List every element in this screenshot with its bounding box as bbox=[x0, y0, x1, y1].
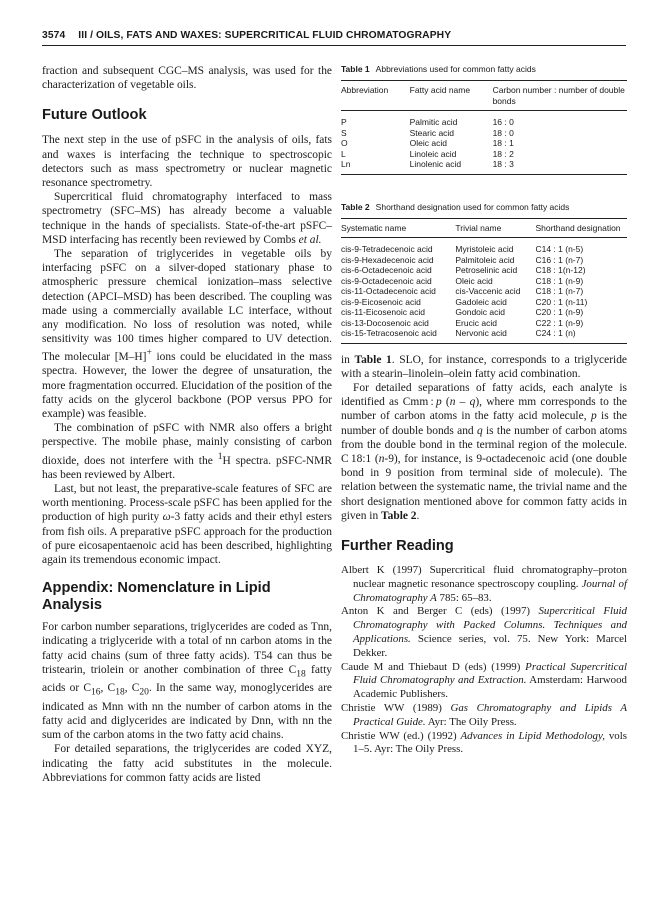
table-reference-paragraph: in Table 1. SLO, for instance, corresponds to a triglyceride with a stearin–linolein–olein fatty acid combination. bbox=[341, 353, 627, 380]
table2 bbox=[341, 218, 627, 344]
future-outlook-heading: Future Outlook bbox=[42, 107, 147, 124]
table-row: S Stearic acid 18 : 0 bbox=[341, 127, 514, 138]
future-paragraph-1: The next step in the use of pSFC in the analysis of oils, fats and waxes is interfacing the technique to spectroscopic detectors such as mass spectrometry or nuclear magnetic resonance spectrometry. bbox=[42, 134, 332, 190]
appendix-continued bbox=[341, 353, 627, 758]
shorthand-paragraph: For detailed separations of fatty acids, each analyte is identified as Cmm : p (n – q), where mm corresponds to the number of carbon atoms in the fatty acid molecule, p is the number of double bonds and q is the number of carbon atoms from the double bond in the terminal region of the molecule. C 18:1 (n-9), for instance, is 9-octadecenoic acid (one double bond in 9 position from terminal side of molecule). The relation between the systematic name, the trivial name and the short designation mentioned above for common fatty acids in given in Table 2. bbox=[341, 381, 628, 522]
table-row: cis-13-Docosenoic acid Erucic acid C22 : 1 (n-9) bbox=[341, 317, 584, 328]
appendix-heading: Appendix: Nomenclature in Lipid Analysis bbox=[42, 580, 271, 614]
table-row: cis-15-Tetracosenoic acid Nervonic acid C24 : 1 (n) bbox=[341, 328, 627, 343]
header-rule bbox=[42, 45, 626, 46]
table2-header: Shorthand designation bbox=[535, 218, 627, 238]
future-paragraph-3: The separation of triglycerides in vegetable oils by interfacing pSFC on a silver-doped stationary phase to atmospheric pressure chemical ionization–mass selective detection (APCI–MSD) has been described. The coupling was made using a commercially available LC interface, without any modification. No loss of resolution was noted, while sensitivity was 100 times higher compared to UV detection. The molecular [M–H]+ ions could be elucidated in the mass spectra. However, the lower the degree of unsaturation, the more fragmentation occurred. Elucidation of the position of the fatty acids on the glycerol backbone (POP versus PPO for example) was feasible. bbox=[42, 248, 333, 421]
table1-header: Carbon number : number of double bonds bbox=[493, 81, 627, 111]
reference-item: Christie WW (ed.) (1992) Advances in Lipid Methodology, vols 1–5. Ayr: The Oily Press. bbox=[341, 729, 627, 756]
table-row: cis-9-Tetradecenoic acid Myristoleic acid C14 : 1 (n-5) bbox=[341, 244, 584, 254]
page-number: 3574 bbox=[42, 30, 66, 41]
appendix-paragraph-1: For carbon number separations, triglycerides are coded as Tnn, indicating a triglyceride with a total of nn carbon atoms in the fatty acid chains (sum of three fatty acids). T54 can thus be tristearin, triolein or another combination of three $C_{18}$ fatty acids or $C_{16}$, $C_{18}$, $C_{20}$. In the same way, monoglycerides are indicated as Mnn with nn the number of carbon atoms in the fatty acid and diglycerides are indicated by Dnn, with nn the sum of the carbon atoms in the two fatty acid chains. bbox=[42, 621, 332, 742]
table2-header: Trivial name bbox=[455, 218, 535, 238]
appendix-paragraph-2: For detailed separations, the triglycerides are coded XYZ, indicating the fatty acid substitutes in the molecule. Abbreviations for common fatty acids are listed bbox=[42, 743, 332, 784]
table1 bbox=[341, 80, 627, 175]
running-title: III / OILS, FATS AND WAXES: SUPERCRITICAL FLUID CHROMATOGRAPHY bbox=[78, 30, 452, 41]
table-row: L Linoleic acid 18 : 2 bbox=[341, 148, 514, 159]
table-row: cis-11-Eicosenoic acid Gondoic acid C20 : 1 (n-9) bbox=[341, 307, 584, 317]
future-paragraph-5: Last, but not least, the preparative-scale features of SFC are worth mentioning. Process-scale pSFC has been applied for the production of high purity ω-3 fatty acids and their ethyl esters from fish oils. A preparative pSFC approach for the production of pure eicosapentaenoic acid has been described, highlighting again its tremendous economic impact. bbox=[42, 482, 333, 566]
reference-item: Caude M and Thiebaut D (eds) (1999) Practical Supercritical Fluid Chromatography and Extraction. Amsterdam: Harwood Academic Publishers. bbox=[341, 660, 627, 701]
table-row: cis-9-Eicosenoic acid Gadoleic acid C20 : 1 (n-11) bbox=[341, 296, 588, 307]
table2-caption: Table 2 Shorthand designation used for common fatty acids bbox=[341, 201, 570, 212]
left-column bbox=[42, 64, 332, 785]
table1-header: Abbreviation bbox=[341, 81, 410, 111]
table-row: O Oleic acid 18 : 1 bbox=[341, 138, 514, 148]
future-paragraph-2: Supercritical fluid chromatography interfaced to mass spectrometry (SFC–MS) has already become a valuable technique in the hands of specialists. State-of-the-art pSFC–MSD interfacing has recently been reviewed by Combs et al. bbox=[42, 191, 332, 246]
intro-paragraph: fraction and subsequent CGC–MS analysis, was used for the characterization of vegetable oils. bbox=[42, 65, 332, 92]
table1-header: Fatty acid name bbox=[410, 81, 493, 111]
reference-item: Anton K and Berger C (eds) (1997) Supercritical Fluid Chromatography with Packed Columns. Techniques and Applications. Science series, vol. 75. New York: Marcel Dekker. bbox=[341, 605, 627, 659]
table-row: Ln Linolenic acid 18 : 3 bbox=[341, 159, 627, 174]
table-row: cis-9-Hexadecenoic acid Palmitoleic acid C16 : 1 (n-7) bbox=[341, 254, 584, 265]
table-row: cis-9-Octadecenoic acid Oleic acid C18 : 1 (n-9) bbox=[341, 275, 584, 286]
table2-header: Systematic name bbox=[341, 218, 455, 238]
reference-item: Albert K (1997) Supercritical fluid chromatography–proton nuclear magnetic resonance spectroscopy coupling. Journal of Chromatography A 785: 65–83. bbox=[341, 563, 627, 604]
table-row: P Palmitic acid 16 : 0 bbox=[341, 117, 514, 127]
future-paragraph-4: The combination of pSFC with NMR also offers a bright perspective. The mobile phase, mainly consisting of carbon dioxide, does not interfere with the $^1$H spectra. pSFC-NMR has been reviewed by Albert. bbox=[42, 422, 332, 481]
reference-list bbox=[341, 564, 627, 757]
table-row: cis-6-Octadecenoic acid Petroselinic acid C18 : 1(n-12) bbox=[341, 265, 586, 275]
running-head bbox=[42, 30, 626, 41]
reference-item: Christie WW (1989) Gas Chromatography and Lipids A Practical Guide. Ayr: The Oily Press. bbox=[341, 701, 627, 728]
further-reading-heading: Further Reading bbox=[341, 537, 454, 554]
table-row: cis-11-Octadecenoic acid cis-Vaccenic acid C18 : 1 (n-7) bbox=[341, 286, 584, 296]
table1-caption: Table 1 Abbreviations used for common fatty acids bbox=[341, 64, 536, 74]
right-column bbox=[341, 64, 627, 757]
